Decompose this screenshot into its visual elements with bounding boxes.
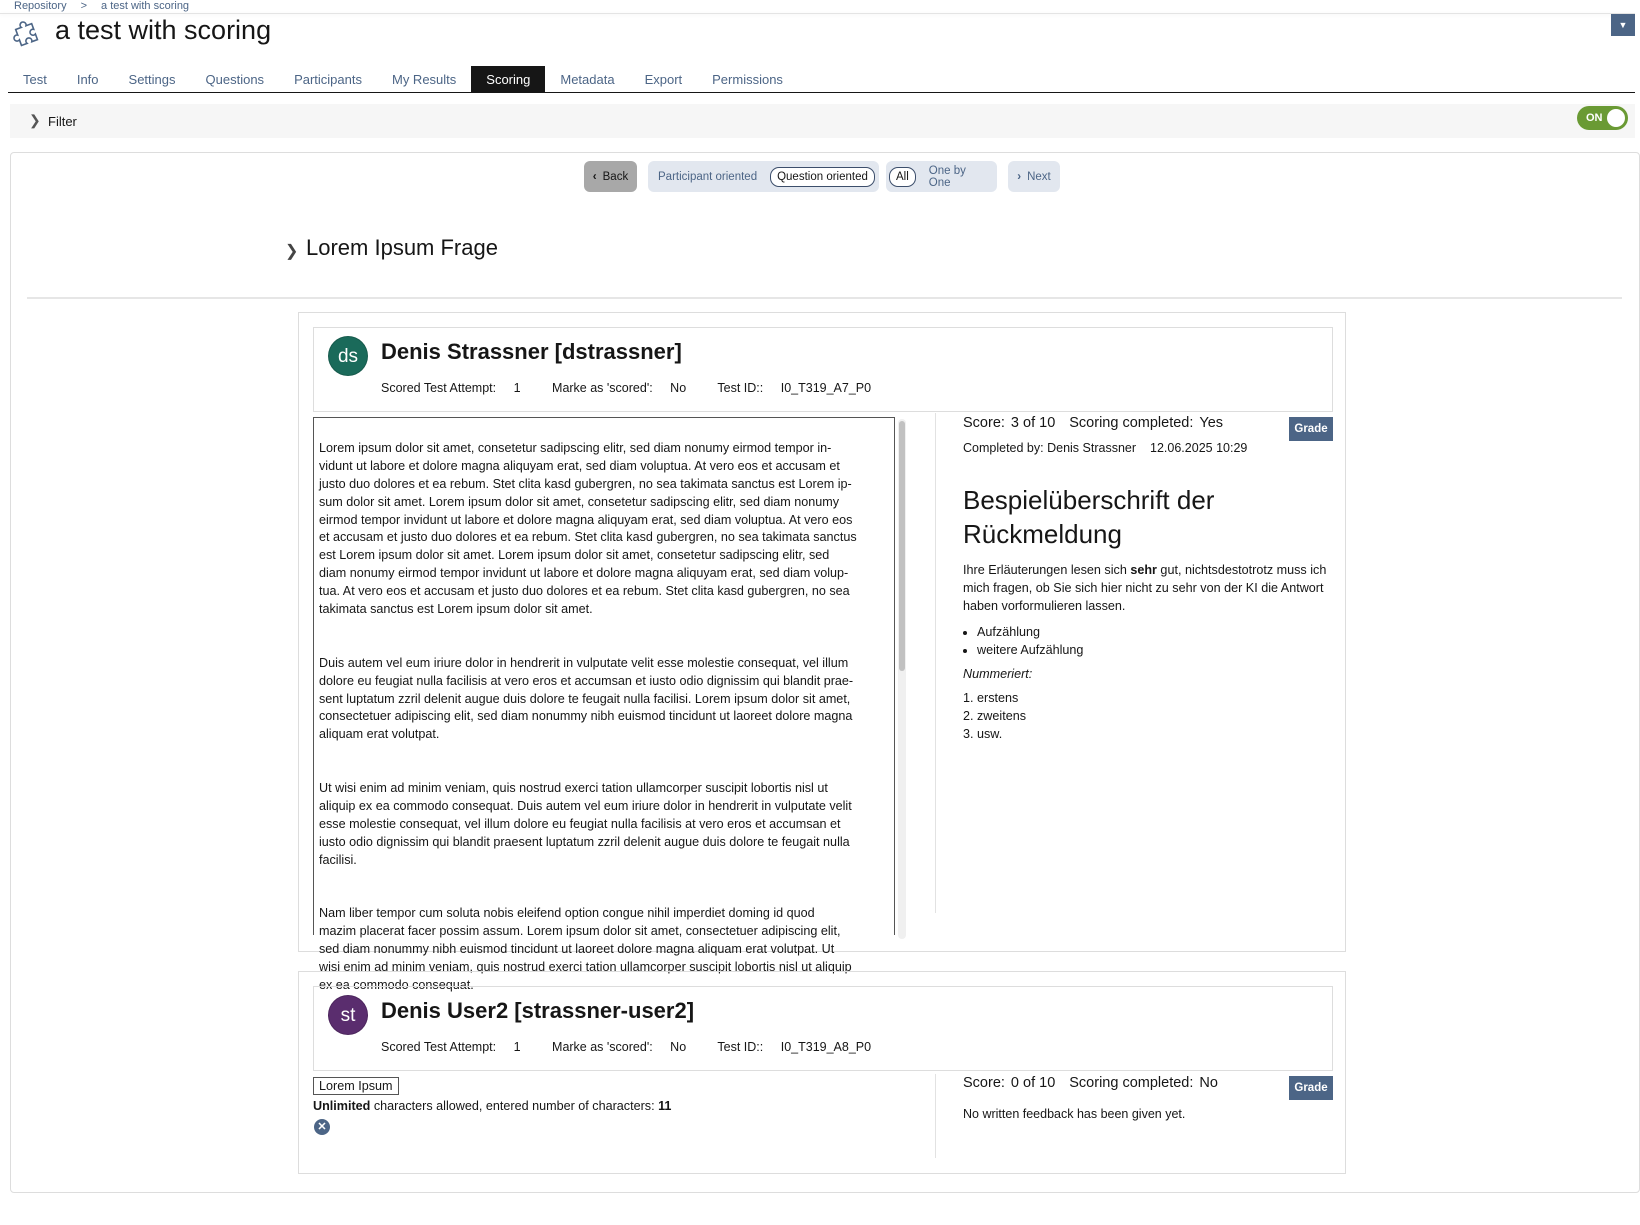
one-by-one-button[interactable]: One by One <box>928 164 966 189</box>
score-label: Score: <box>963 1075 1005 1091</box>
filter-label: Filter <box>48 114 77 129</box>
feedback-text: Ihre Erläuterungen lesen sich <box>963 563 1131 577</box>
testid-value: I0_T319_A8_P0 <box>780 1040 872 1054</box>
breadcrumb-test[interactable]: a test with scoring <box>101 0 190 12</box>
numbered-item: 2. zweitens <box>963 709 1026 723</box>
grade-button[interactable]: Grade <box>1289 1076 1333 1100</box>
answer-text: Lorem Ipsum <box>313 1077 399 1095</box>
feedback-heading: Bespielüberschrift der Rückmeldung <box>963 485 1215 549</box>
next-label: Next <box>1027 170 1051 183</box>
participant-header <box>313 327 1333 412</box>
filter-bar[interactable] <box>10 104 1635 138</box>
char-limit: Unlimited <box>313 1099 371 1113</box>
tab-bar <box>8 66 1635 93</box>
char-count: 11 <box>658 1099 672 1113</box>
score-line <box>963 1075 1224 1091</box>
numbered-item: 1. erstens <box>963 691 1019 705</box>
bullet-item: • weitere Aufzählung <box>977 641 1333 659</box>
toggle-label: ON <box>1586 112 1603 124</box>
answer-paragraph: Nam liber tempor cum soluta nobis eleifend option congue nihil imperdiet doming id quod mazim placerat facer possim assum. Lorem ipsum dolor sit amet, consectetuer adipiscing elit, sed diam nonummy nibh euismod tincidunt ut laoreet dolore magna aliquam erat volutpat. Ut wisi enim ad minim veniam, quis nostrud exerci tation ullamcorper suscipit lobortis nisl ut aliquip ex ea commodo consequat. <box>319 906 852 993</box>
answer-paragraph: Duis autem vel eum iriure dolor in hendrerit in vulputate velit esse molestie consequat, vel illum dolore eu feugiat nulla facilisis at vero eros et accumsan et iusto odio dignissim qui blandit prae- sent luptatum zzril delenit augue duis dolore te feugait nulla facilisi. Lorem ipsum dolor sit amet, consectetuer adipiscing elit, sed diam nonummy nibh euismod tincidunt ut laoreet dolore magna aliquam erat volutpat. <box>319 655 854 742</box>
completed-by-value: Denis Strassner <box>1047 441 1137 455</box>
tab-participants[interactable]: Participants <box>294 72 362 87</box>
caret-down-icon: ▼ <box>1618 20 1628 30</box>
next-button[interactable] <box>1008 161 1060 192</box>
participant-card <box>298 971 1346 1174</box>
scoring-column <box>963 415 1333 743</box>
tab-questions[interactable]: Questions <box>205 72 265 87</box>
tab-test[interactable]: Test <box>23 72 47 87</box>
back-label: Back <box>602 170 629 183</box>
participant-header <box>313 986 1333 1071</box>
breadcrumb-repository[interactable]: Repository <box>14 0 67 12</box>
question-title[interactable]: Lorem Ipsum Frage <box>306 235 498 260</box>
numbered-label: Nummeriert: <box>963 667 1033 681</box>
marked-value: No <box>670 1040 687 1054</box>
feedback-bullets <box>977 623 1333 659</box>
chevron-right-icon: ❯ <box>29 112 41 128</box>
tab-metadata[interactable]: Metadata <box>560 72 615 87</box>
bullet-item: • Aufzählung <box>977 623 1333 641</box>
attempt-label: Scored Test Attempt: <box>381 381 497 395</box>
answer-paragraph: Ut wisi enim ad minim veniam, quis nostrud exerci tation ullamcorper suscipit lobortis nisl ut aliquip ex ea commodo consequat. Duis autem vel eum iriure dolor in hendrerit in vulputate velit esse molestie consequat, vel illum dolore eu feugiat nulla facilisis at vero eros et accumsan et iusto odio dignissim qui blandit praesent luptatum zzril delenit augue duis dolore te feugait nulla facilisi. <box>319 781 852 867</box>
participant-name: Denis Strassner [dstrassner] <box>381 339 682 364</box>
feedback-paragraph <box>963 561 1333 615</box>
attempt-value: 1 <box>513 1040 521 1054</box>
answer-text[interactable] <box>313 417 895 993</box>
completed-value: No <box>1199 1075 1218 1091</box>
testid-value: I0_T319_A7_P0 <box>780 381 872 395</box>
no-feedback-text: No written feedback has been given yet. <box>963 1107 1186 1121</box>
tab-permissions[interactable]: Permissions <box>712 72 783 87</box>
scoring-column <box>963 1075 1224 1121</box>
attempt-label: Scored Test Attempt: <box>381 1040 497 1054</box>
participant-oriented-button[interactable]: Participant oriented <box>658 170 758 183</box>
header-divider <box>0 13 1635 14</box>
tab-info[interactable]: Info <box>76 72 99 87</box>
tab-export[interactable]: Export <box>644 72 683 87</box>
question-oriented-button[interactable]: Question oriented <box>770 167 875 187</box>
testid-label: Test ID:: <box>717 381 764 395</box>
feedback-text: gut, nichtsdestotrotz muss ich mich fragen, ob Sie sich hier nicht zu sehr von der KI die Antwort haben vorformulieren lassen. <box>963 563 1327 613</box>
tab-settings[interactable]: Settings <box>128 72 176 87</box>
testid-label: Test ID:: <box>717 1040 764 1054</box>
grade-button[interactable]: Grade <box>1289 417 1333 441</box>
column-divider <box>935 1074 936 1158</box>
participant-meta <box>381 381 899 395</box>
puzzle-icon <box>11 13 47 49</box>
page-title: a test with scoring <box>55 15 272 45</box>
marked-value: No <box>670 381 687 395</box>
score-value: 0 of 10 <box>1010 1075 1056 1091</box>
breadcrumb <box>14 0 203 12</box>
character-info <box>313 1099 671 1113</box>
marked-label: Marke as 'scored': <box>552 381 653 395</box>
participant-name: Denis User2 [strassner-user2] <box>381 998 695 1023</box>
column-divider <box>935 413 936 913</box>
completed-by-label: Completed by: <box>963 441 1044 455</box>
scrollbar-thumb[interactable] <box>899 421 905 671</box>
toggle-knob <box>1607 109 1625 127</box>
divider <box>27 297 1622 299</box>
avatar: st <box>328 995 368 1035</box>
completed-by-line <box>963 441 1333 455</box>
feedback-numbered <box>963 689 1333 743</box>
back-button[interactable] <box>584 161 637 192</box>
answer-paragraph: Lorem ipsum dolor sit amet, consetetur sadipscing elitr, sed diam nonumy eirmod tempor in- vidunt ut labore et dolore magna aliquyam erat, sed diam voluptua. At vero eos et accusam et justo duo dolores et ea rebum. Stet clita kasd gubergren, no sea takimata sanctus est Lorem ip- sum dolor sit amet. Lorem ipsum dolor sit amet, consetetur sadipscing elitr, sed diam nonumy eirmod tempor invidunt ut labore et dolore magna aliquyam erat, sed diam voluptua. At vero eos et accusam et justo duo dolores et ea rebum. Stet clita kasd gubergren, no sea takimata sanctus est Lorem ipsum dolor sit amet. Lorem ipsum dolor sit amet, consetetur sadipscing elitr, sed diam nonumy eirmod tempor invidunt ut labore et dolore magna aliquyam erat, sed diam volup- tua. At vero eos et accusam et justo duo dolores et ea rebum. Stet clita kasd gubergren, no sea takimata sanctus est Lorem ipsum dolor sit amet. <box>319 440 857 617</box>
marked-label: Marke as 'scored': <box>552 1040 653 1054</box>
score-line <box>963 415 1333 431</box>
feedback-bold: sehr <box>1130 563 1157 577</box>
completed-label: Scoring completed: <box>1069 1075 1194 1091</box>
display-mode-toggle <box>886 161 997 192</box>
chevron-right-icon[interactable]: ❯ <box>285 243 299 260</box>
participant-card <box>298 312 1346 993</box>
chevron-right-icon: › <box>1017 170 1022 183</box>
completed-at: 12.06.2025 10:29 <box>1150 441 1248 455</box>
participant-meta <box>381 1040 899 1054</box>
completed-value: Yes <box>1199 415 1224 431</box>
score-label: Score: <box>963 415 1005 431</box>
completed-label: Scoring completed: <box>1069 415 1194 431</box>
view-mode-toggle <box>648 161 879 192</box>
tab-scoring[interactable]: Scoring <box>471 66 545 92</box>
filter-toggle[interactable] <box>1577 106 1628 130</box>
score-value: 3 of 10 <box>1010 415 1056 431</box>
attempt-value: 1 <box>513 381 521 395</box>
tab-my-results[interactable]: My Results <box>391 72 457 87</box>
avatar: ds <box>328 336 368 376</box>
numbered-item: 3. usw. <box>963 727 1003 741</box>
all-button[interactable]: All <box>889 167 916 187</box>
breadcrumb-separator: > <box>80 0 88 12</box>
answer-scrollbar[interactable] <box>898 419 906 939</box>
char-text: characters allowed, entered number of characters: <box>370 1099 659 1113</box>
header-dropdown-button[interactable] <box>1611 14 1635 36</box>
chevron-left-icon: ‹ <box>592 170 597 183</box>
x-circle-icon: ✕ <box>314 1119 330 1135</box>
